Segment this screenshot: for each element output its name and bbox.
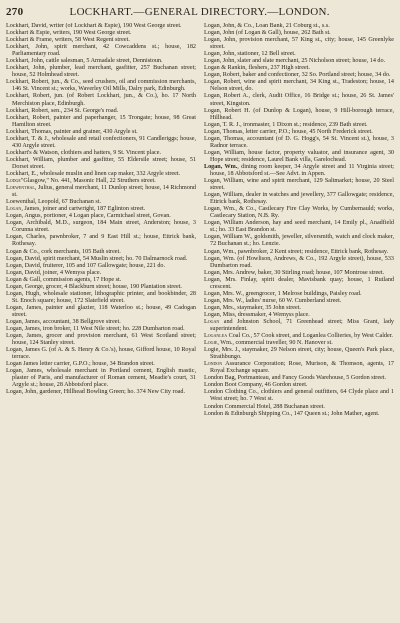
- directory-entry: Logan, Miss, dressmaker, 4 Wemyss place.: [204, 311, 310, 318]
- directory-entry: Logan, John, stationer, 12 Bell street.: [204, 51, 296, 58]
- directory-entry: [6, 185, 196, 199]
- directory-entry: Logan, John, & Co., Loan Bank, 21 Coburg st., s.s.: [204, 23, 330, 29]
- directory-entry: Logan, Mrs. Finlay, spirit dealer, Mavisbank quay; house, 1 Rutland crescent.: [204, 276, 394, 290]
- directory-entry: Logan, William, house factor, property valuator, and insurance agent, 30 Hope street; residence, Laurel Bank villa, Garelochead.: [204, 149, 394, 163]
- directory-entry: Logan James letter carrier, G.P.O.; house, 34 Brandon street.: [6, 361, 155, 368]
- directory-entry: Lockhart, Robert, sen., 234 St. George's road.: [6, 107, 119, 114]
- entry-heading: Logan, Wm.: [204, 163, 238, 170]
- directory-entry: Logan, James, painter and glazier, 118 Waterloo st.; house, 49 Cadogan street.: [6, 304, 196, 318]
- entry-text: Assurance Corporation; Rose, Murison, & Thomson, agents, 17 Royal Exchange square.: [210, 361, 394, 375]
- page-header: [6, 6, 394, 20]
- directory-columns: [6, 23, 394, 621]
- entry-text: and Johnston School, 71 Greenhead street; Miss Grant, lady superintendent.: [210, 318, 394, 333]
- directory-entry: Lockhart, William, plumber and gasfitter, 55 Eldersile street; house, 51 Dorset street.: [6, 156, 196, 170]
- directory-entry: Lockhart, John, spirit merchant, 42 Cowcaddens st.; house, 182 Parliamentary road.: [6, 44, 196, 58]
- directory-entry: [204, 361, 394, 375]
- directory-entry: Logan, James, grocer and provision merchant, 61 West Scotland street; house, 124 Stanley street.: [6, 333, 196, 347]
- directory-entry: Logan, David, fruiterer, 105 and 107 Gallowgate; house, 221 do.: [6, 262, 166, 269]
- directory-entry: Logan, Mrs. Andrew, baker, 30 Stirling road; house, 107 Montrose street.: [204, 269, 385, 276]
- directory-entry: Loewenthal, Leopold, 67 Buchanan st.: [6, 199, 101, 206]
- directory-entry: Lockhart's & Watson, clothiers and hatters, 9 St. Vincent place.: [6, 149, 162, 156]
- entry-text: Coal Co., 57 Cook street, and Loganlea Collieries, by West Calder.: [227, 333, 393, 340]
- directory-entry: Lockhart, Thomas, painter and grainer, 430 Argyle st.: [6, 128, 138, 135]
- directory-entry: [6, 178, 196, 185]
- directory-entry: Logan, Wm., & Co., Castlecary Fire Clay Works, by Cumbernauld; works, Castlecary Station, N.B. Ry.: [204, 206, 394, 220]
- directory-entry: Logan, Thomas, accountant (of D. G. Hogg's, 54 St. Vincent st.), house, 3 Radnor terrace.: [204, 135, 394, 149]
- directory-entry: Logan, James, accountant, 38 Bellgrove street.: [6, 318, 121, 325]
- directory-entry: Logan, David, spirit merchant, 54 Muslin street; ho. 70 Dalmarnock road.: [6, 255, 188, 262]
- directory-entry: Logan, Wm., pawnbroker, 2 Kent street; residence, Ettrick bank, Rothesay.: [204, 248, 389, 255]
- directory-entry: Logan, Mrs. W., greengrocer, 1 Melrose buildings, Paisley road.: [204, 290, 362, 297]
- directory-entry: Logan, James, iron broker, 11 West Nile street; ho. 228 Dumbarton road.: [6, 326, 185, 333]
- directory-entry: Logan & Co., cork merchants, 105 Bath street.: [6, 248, 121, 255]
- directory-entry: Logan, Robert, wine and spirit merchant, 34 King st., Tradeston; house, 14 Nelson street, do.: [204, 79, 394, 93]
- page-number: 270: [6, 6, 24, 18]
- directory-entry: London & Edinburgh Shipping Co., 147 Queen st.; John Mather, agent.: [204, 410, 380, 417]
- directory-entry: Logan & Rankin, fleshers, 237 High street.: [204, 65, 310, 72]
- directory-entry: London Commercial Hotel, 288 Buchanan street.: [204, 403, 325, 410]
- directory-entry: Logan, Charles, pawnbroker, 7 and 9 East Hill st.; house, Ettrick bank, Rothesay.: [6, 234, 196, 248]
- directory-entry: Logan, John (of Logan & Gall), house, 262 Bath st.: [204, 30, 331, 37]
- directory-entry: [6, 206, 196, 213]
- entry-heading: Logan: [6, 206, 22, 213]
- entry-text: , Wm., commercial traveller, 90 N. Hanover st.: [217, 340, 333, 347]
- entry-text: , Julius, general merchant, 11 Dunlop street; house, 14 Richmond st.: [12, 185, 196, 199]
- directory-entry: Logan, David, joiner, 4 Wemyss place.: [6, 269, 102, 276]
- running-title: LOCKHART.—GENERAL DIRECTORY.—LONDON.: [69, 6, 330, 18]
- directory-entry: Lockhart, E., wholesale muslin and linen cap maker, 332 Argyle street.: [6, 170, 181, 177]
- right-column: [204, 23, 394, 621]
- directory-entry: Logan & Gall, commission agents, 17 Hope st.: [6, 276, 122, 283]
- directory-entry: Logan, Thomas, letter carrier, P.O.; house, 45 North Frederick street.: [204, 128, 373, 135]
- directory-entry: Logie, Mrs. J., staymaker, 29 Nelson street, city; house, Queen's Park place, Strathbungo.: [204, 347, 394, 361]
- directory-entry: Logan, James G. (of A. & S. Henry & Co.'s), house, Gifford house, 10 Royal terrace.: [6, 347, 196, 361]
- entry-text: , dining room keeper, 34 Argyle street and 11 Virginia street; house, 18 Abbotsford st.—See Advt. in Appen.: [210, 163, 394, 177]
- directory-entry: Logan, Mrs. W., ladies' nurse, 60 W. Cumberland street.: [204, 297, 342, 304]
- directory-entry: Lockhart & Frame, writers, 58 West Regent street.: [6, 37, 130, 44]
- directory-entry: Lockhart, David, writer (of Lockhart & Espie), 190 West George street.: [6, 23, 182, 29]
- directory-entry: [204, 319, 394, 333]
- entry-heading: Loewenthal: [6, 185, 35, 192]
- directory-entry: Lockhart & Espie, writers, 190 West George street.: [6, 30, 132, 37]
- directory-entry: Logan, Robert H. (of Dunlop & Logan), house, 9 Hill-borough terrace, Hillhead.: [204, 107, 394, 121]
- directory-entry: Logan, Robert, baker and confectioner, 32 So. Portland street; house, 34 do.: [204, 72, 391, 79]
- entry-heading: Logan: [204, 318, 220, 325]
- directory-entry: Logan, George, grocer, 4 Blackburn street; house, 190 Plantation street.: [6, 283, 182, 290]
- directory-entry: Logan, Hugh, wholesale stationer, lithographic printer, and bookbinder, 28 St. Enoch square; house, 172 Slatefield street.: [6, 290, 196, 304]
- directory-entry: Lockhart, John, cattle salesman, 5 Armadale street, Dennistoun.: [6, 58, 163, 65]
- directory-entry: Lockhart, Robert, jun., & Co., seed crushers, oil and commission merchants, 146 St. Vincent st.; works, Waverley Oil Mills, Dalry park, Edinburgh.: [6, 79, 196, 93]
- directory-entry: Lockhart, T. & J., wholesale and retail confectioners, 91 Candleriggs; house, 430 Argyle street.: [6, 135, 196, 149]
- directory-entry: Logan, T. R. J., ironmaster, 1 Dixon st.; residence, 239 Bath street.: [204, 121, 368, 128]
- directory-entry: London Boot Company, 46 Gordon street.: [204, 382, 308, 389]
- directory-entry: Logan, William, dealer in watches and jewellery, 377 Gallowgate; residence, Ettrick bank, Rothesay.: [204, 192, 394, 206]
- entry-text: "Glasgow," No. 441, Masonic Hall, 22 Struthers street.: [20, 178, 156, 185]
- directory-entry: Logan, Wm. (of Howlison, Andrews, & Co., 192 Argyle street), house, 533 Dumbarton road.: [204, 255, 394, 269]
- directory-entry: Logan, John, slater and slate merchant, 25 Nicholson street; house, 14 do.: [204, 58, 386, 65]
- directory-entry: Logan, William W., goldsmith, jeweller, silversmith, watch and clock maker, 72 Buchanan st.; ho. Lenzie.: [204, 234, 394, 248]
- entry-heading: Logie: [204, 340, 218, 347]
- directory-entry: Logan, James, wholesale merchant in Portland cement, English mastic, plaster of Paris, and manufacturer of Roman cement, Meadie's court, 31 Argyle st.; house, 28 Abbotsford place.: [6, 368, 196, 389]
- directory-entry: Logan, Archibald, M.D., surgeon, 184 Main street, Anderston; house, 3 Corunna street.: [6, 220, 196, 234]
- directory-entry: Logan, Angus, portioner, 4 Logan place, Carmichael street, Govan.: [6, 213, 171, 220]
- directory-entry: London Bag, Portmanteau, and Fancy Goods Warehouse, 5 Gordon street.: [204, 375, 387, 382]
- directory-entry: Logan, William, wine and spirit merchant, 129 Saltmarket; house, 20 Steel street.: [204, 178, 394, 192]
- directory-entry: [204, 164, 394, 178]
- directory-entry: Lockhart, Robert, painter and paperhanger, 15 Trongate; house, 98 Great Hamilton street.: [6, 114, 196, 128]
- directory-entry: [204, 340, 394, 347]
- entry-text: , James, joiner and cartwright, 187 Eglinton street.: [21, 206, 146, 213]
- entry-heading: Lodge: [6, 178, 21, 185]
- directory-entry: Logan, Mrs., staymaker, 35 John street.: [204, 304, 301, 311]
- directory-entry: Lockhart, Robert, jun. (of Robert Lockhart, jun., & Co.), ho. 17 North Merchiston place, Edinburgh.: [6, 93, 196, 107]
- directory-entry: Lockhart, John, plumber, lead merchant, gasfitter, 257 Buchanan street; house, 52 Holmhead street.: [6, 65, 196, 79]
- left-column: [6, 23, 196, 621]
- directory-entry: Logan, John, gardener, Hillhead Bowling Green; ho. 374 New City road.: [6, 389, 185, 396]
- entry-heading: London: [204, 361, 223, 368]
- directory-entry: London Clothing Co., clothiers and general outfitters, 64 Clyde place and 1 West street; ho. 7 West st.: [204, 389, 394, 403]
- directory-entry: Logan, Robert A., clerk, Audit Office, 16 Bridge st.; house, 26 St. James' street, Kingston.: [204, 93, 394, 107]
- entry-heading: Loganlea: [204, 333, 228, 340]
- directory-entry: [204, 333, 394, 340]
- directory-entry: Logan, William Anderson, hay and seed merchant, 14 Emily pl., Anadfield st.; ho. 33 East Brandon st.: [204, 220, 394, 234]
- directory-entry: Logan, John, provision merchant, 57 King st., city; house, 145 Greenlyke street.: [204, 37, 394, 51]
